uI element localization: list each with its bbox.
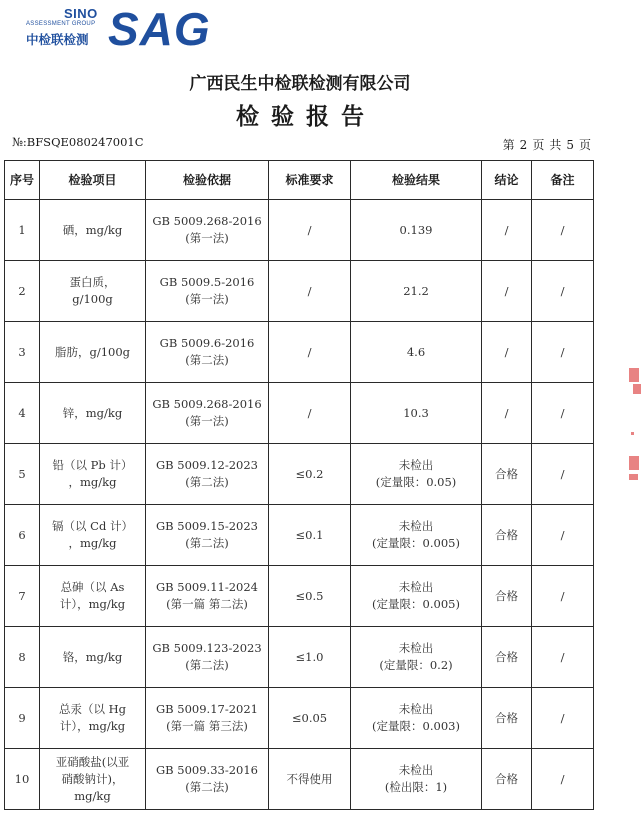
cell-item-line: 亚硝酸盐(以亚	[55, 754, 130, 769]
table-header-row	[5, 161, 594, 200]
cell-basis	[146, 261, 269, 322]
sag-logo	[8, 4, 228, 54]
table-row	[5, 749, 594, 810]
cell-item	[40, 627, 146, 688]
header-requirement: 标准要求	[269, 161, 351, 200]
cell-conclusion: /	[482, 200, 532, 261]
cell-no: 10	[5, 749, 40, 810]
cell-item	[40, 566, 146, 627]
results-table	[4, 160, 594, 810]
cell-result	[351, 322, 482, 383]
cell-conclusion: /	[482, 383, 532, 444]
cell-basis	[146, 383, 269, 444]
cell-item	[40, 505, 146, 566]
cell-item	[40, 749, 146, 810]
cell-item-line: 锌，mg/kg	[62, 405, 123, 420]
cell-result-line: 4.6	[406, 344, 426, 359]
cell-result	[351, 444, 482, 505]
cell-basis-line: GB 5009.6-2016	[159, 336, 255, 350]
cell-no: 5	[5, 444, 40, 505]
cell-basis	[146, 200, 269, 261]
table-row	[5, 444, 594, 505]
cell-item	[40, 261, 146, 322]
cell-remark: /	[532, 688, 594, 749]
cell-basis-line: GB 5009.17-2021	[155, 702, 258, 716]
cell-item	[40, 383, 146, 444]
cell-conclusion: 合格	[482, 505, 532, 566]
cell-result-line: 未检出	[398, 458, 434, 472]
seal-stamp-fragment	[623, 362, 643, 492]
cell-result	[351, 261, 482, 322]
cell-result-line: (定量限：0.003)	[372, 719, 460, 733]
header-basis: 检验依据	[146, 161, 269, 200]
cell-basis-line: (第一篇 第三法)	[166, 719, 248, 733]
cell-result-line: 21.2	[403, 283, 429, 298]
cell-no: 3	[5, 322, 40, 383]
cell-result-line: (定量限：0.2)	[379, 658, 453, 672]
cell-basis	[146, 505, 269, 566]
cell-basis-line: (第二法)	[185, 475, 229, 489]
cell-item-line: 计），mg/kg	[59, 597, 126, 611]
cell-requirement: ≤0.2	[269, 444, 351, 505]
cell-item	[40, 322, 146, 383]
cell-requirement: ≤1.0	[269, 627, 351, 688]
header-item: 检验项目	[40, 161, 146, 200]
cell-requirement: ≤0.05	[269, 688, 351, 749]
cell-no: 4	[5, 383, 40, 444]
header-result: 检验结果	[351, 161, 482, 200]
cell-result-line: 未检出	[398, 641, 434, 655]
cell-remark: /	[532, 383, 594, 444]
cell-basis-line: GB 5009.15-2023	[155, 519, 258, 533]
page-indicator	[503, 136, 591, 153]
cell-item-line: 蛋白质，	[69, 275, 116, 289]
cell-requirement: /	[269, 383, 351, 444]
cell-item-line: ，mg/kg	[68, 475, 117, 489]
cell-basis-line: (第二法)	[185, 780, 229, 794]
cell-item-line: g/100g	[72, 292, 113, 306]
cell-result-line: 未检出	[398, 702, 434, 716]
cell-result-line: 10.3	[403, 405, 429, 420]
cell-item-line: 总砷（以 As	[60, 580, 125, 594]
cell-basis	[146, 322, 269, 383]
cell-result-line: (定量限：0.005)	[372, 597, 460, 611]
cell-no: 8	[5, 627, 40, 688]
cell-result	[351, 688, 482, 749]
cell-result	[351, 566, 482, 627]
cell-result-line: (定量限：0.005)	[372, 536, 460, 550]
cell-basis-line: (第一篇 第二法)	[166, 597, 248, 611]
cell-basis	[146, 627, 269, 688]
cell-requirement: ≤0.1	[269, 505, 351, 566]
cell-basis-line: (第一法)	[185, 292, 229, 306]
cell-requirement: /	[269, 322, 351, 383]
cell-item-line: 总汞（以 Hg	[58, 702, 127, 716]
cell-conclusion: /	[482, 322, 532, 383]
cell-no: 7	[5, 566, 40, 627]
cell-basis	[146, 749, 269, 810]
cell-requirement: /	[269, 261, 351, 322]
cell-item-line: 硒，mg/kg	[62, 222, 123, 237]
cell-basis-line: (第二法)	[185, 536, 229, 550]
cell-conclusion: 合格	[482, 444, 532, 505]
cell-remark: /	[532, 627, 594, 688]
cell-remark: /	[532, 566, 594, 627]
cell-basis-line: (第一法)	[185, 414, 229, 428]
cell-conclusion: 合格	[482, 627, 532, 688]
table-row	[5, 261, 594, 322]
header-conclusion: 结论	[482, 161, 532, 200]
page-current: 2	[519, 138, 528, 152]
cell-basis-line: GB 5009.5-2016	[159, 275, 255, 289]
cell-no: 9	[5, 688, 40, 749]
cell-item	[40, 200, 146, 261]
cell-basis-line: GB 5009.123-2023	[152, 641, 262, 655]
table-row	[5, 627, 594, 688]
table-row	[5, 566, 594, 627]
cell-item-line: 镉（以 Cd 计）	[52, 519, 133, 533]
cell-conclusion: 合格	[482, 566, 532, 627]
table-row	[5, 322, 594, 383]
cell-result-line: 未检出	[398, 580, 434, 594]
cell-basis-line: (第二法)	[185, 353, 229, 367]
cell-item	[40, 688, 146, 749]
table-row	[5, 383, 594, 444]
cell-result-line: (定量限：0.05)	[375, 475, 457, 489]
cell-basis-line: GB 5009.12-2023	[155, 458, 258, 472]
header-remark: 备注	[532, 161, 594, 200]
page-total: 5	[566, 138, 574, 152]
cell-remark: /	[532, 322, 594, 383]
cell-no: 6	[5, 505, 40, 566]
cell-result	[351, 505, 482, 566]
cell-basis	[146, 444, 269, 505]
page-indicator-part: 页	[532, 138, 545, 152]
cell-requirement: ≤0.5	[269, 566, 351, 627]
report-title: 检验报告	[236, 104, 376, 130]
cell-conclusion: 合格	[482, 749, 532, 810]
cell-basis-line: (第一法)	[185, 231, 229, 245]
cell-requirement: 不得使用	[269, 749, 351, 810]
cell-result	[351, 200, 482, 261]
cell-requirement: /	[269, 200, 351, 261]
cell-result-line: (检出限：1)	[384, 780, 448, 794]
cell-no: 2	[5, 261, 40, 322]
cell-basis	[146, 566, 269, 627]
cell-remark: /	[532, 261, 594, 322]
logo-sino-text: SINO	[64, 6, 98, 21]
cell-result-line: 0.139	[399, 222, 433, 237]
cell-item-line: 计），mg/kg	[59, 719, 126, 733]
cell-conclusion: /	[482, 261, 532, 322]
cell-basis-line: GB 5009.268-2016	[152, 397, 262, 411]
cell-basis-line: GB 5009.11-2024	[155, 580, 258, 594]
cell-item-line: mg/kg	[74, 788, 111, 803]
table-row	[5, 505, 594, 566]
cell-item-line: 铅（以 Pb 计）	[52, 458, 133, 472]
logo-chinese-name: 中检联检测	[26, 32, 89, 47]
header-no: 序号	[5, 161, 40, 200]
cell-result-line: 未检出	[398, 763, 434, 777]
company-name: 广西民生中检联检测有限公司	[189, 74, 411, 94]
cell-item-line: 铬，mg/kg	[62, 649, 123, 664]
cell-conclusion: 合格	[482, 688, 532, 749]
table-row	[5, 688, 594, 749]
report-number: №:BFSQE080247001C	[12, 135, 144, 149]
cell-result	[351, 749, 482, 810]
logo-sag-text: SAG	[108, 3, 211, 55]
cell-basis-line: (第二法)	[185, 658, 229, 672]
cell-item	[40, 444, 146, 505]
cell-basis-line: GB 5009.33-2016	[155, 763, 258, 777]
page-indicator-part: 第	[502, 138, 515, 152]
cell-remark: /	[532, 749, 594, 810]
cell-item-line: 脂肪，g/100g	[54, 344, 131, 359]
cell-result-line: 未检出	[398, 519, 434, 533]
cell-remark: /	[532, 200, 594, 261]
page-indicator-part: 页	[578, 138, 591, 152]
cell-item-line: 硝酸钠计)，	[61, 771, 124, 786]
cell-no: 1	[5, 200, 40, 261]
cell-result	[351, 627, 482, 688]
cell-result	[351, 383, 482, 444]
logo-assessment-group-text: ASSESSMENT GROUP	[26, 21, 96, 27]
cell-basis	[146, 688, 269, 749]
cell-remark: /	[532, 505, 594, 566]
cell-basis-line: GB 5009.268-2016	[152, 214, 262, 228]
cell-remark: /	[532, 444, 594, 505]
cell-item-line: ，mg/kg	[68, 536, 117, 550]
table-row	[5, 200, 594, 261]
page-indicator-part: 共	[549, 138, 562, 152]
